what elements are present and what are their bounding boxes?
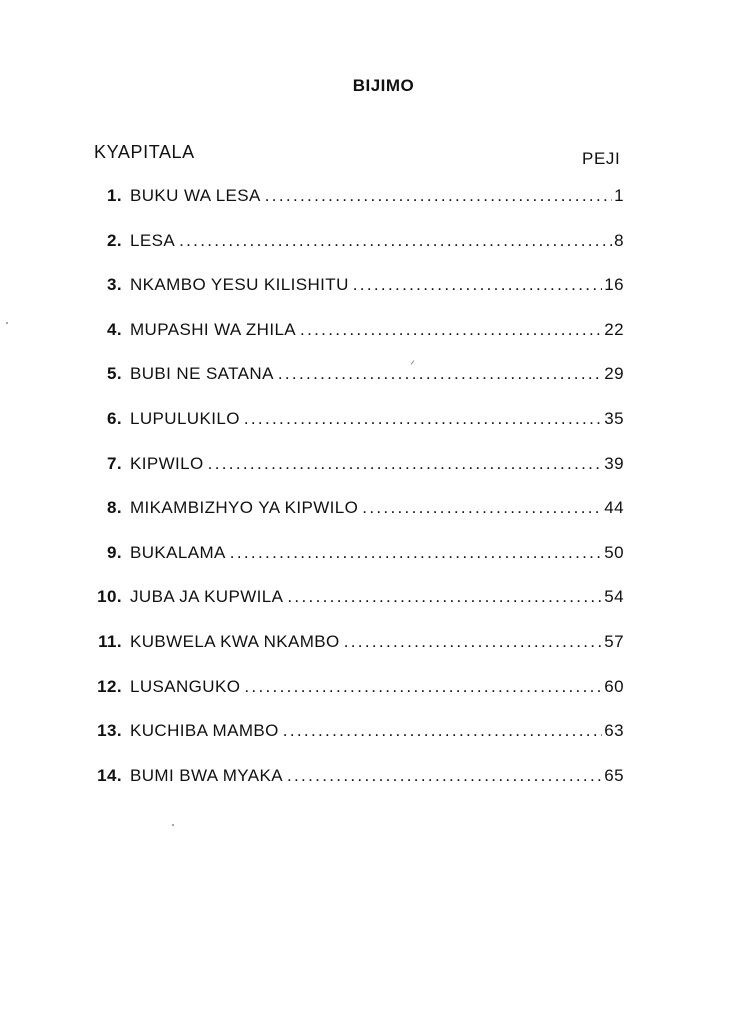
entry-page: 29	[604, 364, 624, 384]
dot-leader	[244, 677, 602, 697]
entry-page: 63	[604, 721, 624, 741]
chapter-column-header: KYAPITALA	[94, 142, 195, 162]
toc-entry	[88, 275, 624, 320]
entry-page: 65	[604, 765, 624, 785]
entry-title: LUPULUKILO	[130, 408, 240, 428]
entry-title: BUBI NE SATANA	[130, 364, 274, 384]
entry-page: 1	[614, 186, 624, 205]
dot-leader	[208, 454, 603, 474]
toc-entry	[88, 498, 624, 543]
toc-entry	[88, 454, 624, 499]
table-of-contents	[88, 186, 624, 810]
toc-entry	[88, 721, 624, 766]
toc-entry	[88, 364, 624, 409]
entry-title: KUCHIBA MAMBO	[130, 721, 279, 741]
entry-number: 5.	[107, 364, 122, 384]
entry-number: 13.	[97, 721, 122, 741]
toc-entry	[88, 677, 624, 722]
entry-page: 39	[604, 453, 624, 473]
entry-number: 14.	[97, 765, 122, 785]
entry-number: 3.	[107, 275, 122, 295]
entry-title: BUKU WA LESA	[130, 186, 261, 205]
dot-leader	[278, 364, 602, 384]
dot-leader	[179, 231, 612, 251]
entry-title: KUBWELA KWA NKAMBO	[130, 631, 340, 651]
dot-leader	[265, 186, 612, 206]
page-column-header: PEJI	[582, 149, 621, 168]
dot-leader	[230, 543, 602, 563]
entry-title: LESA	[130, 230, 176, 250]
dot-leader	[353, 275, 603, 295]
toc-entry	[88, 231, 624, 276]
entry-page: 35	[604, 408, 624, 428]
entry-number: 2.	[107, 230, 122, 250]
entry-title: JUBA JA KUPWILA	[130, 587, 284, 607]
entry-number: 10.	[97, 587, 122, 607]
entry-number: 4.	[107, 319, 122, 339]
entry-page: 54	[604, 587, 624, 607]
entry-title: BUMI BWA MYAKA	[130, 765, 283, 785]
entry-title: BUKALAMA	[130, 542, 226, 562]
entry-number: 1.	[107, 186, 122, 205]
dot-leader	[287, 587, 602, 607]
toc-entry	[88, 409, 624, 454]
dot-leader	[362, 498, 602, 518]
entry-page: 60	[604, 676, 624, 696]
entry-number: 6.	[107, 408, 122, 428]
page-title: BIJIMO	[352, 76, 415, 95]
dot-leader	[287, 766, 602, 786]
entry-number: 12.	[97, 676, 122, 696]
entry-number: 7.	[107, 453, 122, 473]
toc-entry	[88, 186, 624, 231]
entry-page: 50	[604, 542, 624, 562]
entry-page: 22	[604, 319, 624, 339]
toc-entry	[88, 766, 624, 811]
entry-title: MUPASHI WA ZHILA	[130, 319, 297, 339]
entry-title: LUSANGUKO	[130, 676, 241, 696]
dot-leader	[300, 320, 602, 340]
dot-leader	[244, 409, 602, 429]
entry-page: 44	[604, 498, 624, 518]
entry-number: 9.	[107, 542, 122, 562]
entry-number: 8.	[107, 498, 122, 518]
entry-number: 11.	[98, 631, 122, 651]
toc-entry	[88, 543, 624, 588]
entry-title: KIPWILO	[130, 453, 204, 473]
scan-speck	[172, 824, 174, 826]
toc-entry	[88, 320, 624, 365]
entry-page: 16	[604, 275, 624, 295]
scan-speck	[6, 322, 8, 324]
dot-leader	[344, 632, 603, 652]
entry-title: MIKAMBIZHYO YA KIPWILO	[130, 498, 359, 518]
toc-entry	[88, 632, 624, 677]
entry-title: NKAMBO YESU KILISHITU	[130, 275, 349, 295]
entry-page: 8	[614, 230, 624, 250]
dot-leader	[283, 721, 603, 741]
entry-page: 57	[604, 631, 624, 651]
toc-entry	[88, 587, 624, 632]
